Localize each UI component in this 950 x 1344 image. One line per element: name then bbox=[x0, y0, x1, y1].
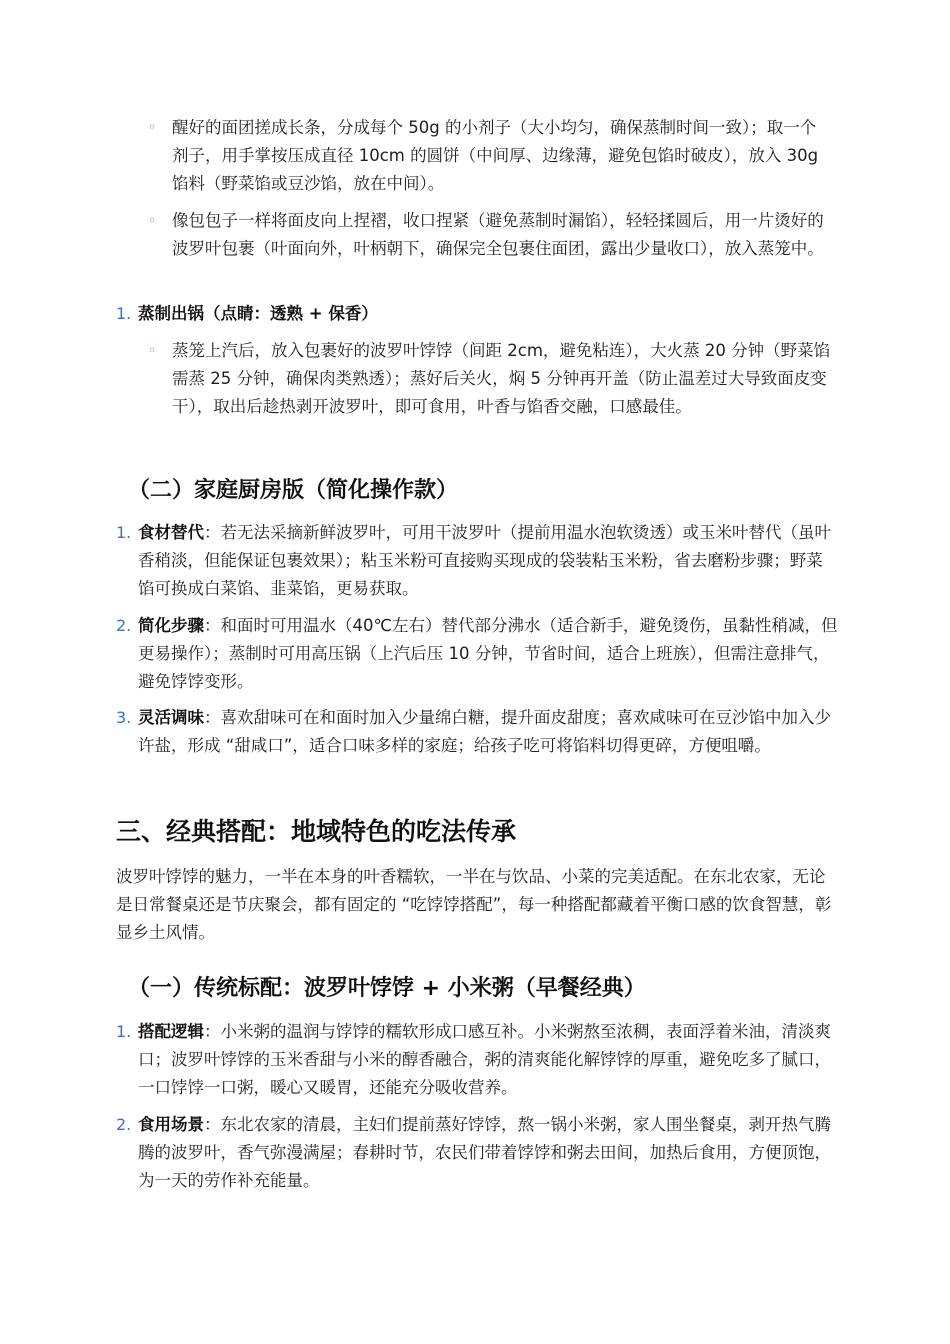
list-number: 3. bbox=[116, 708, 132, 727]
list-item-text: ：和面时可用温水（40℃左右）替代部分沸水（适合新手，避免烫伤，虽黏性稍减，但更易操作）；蒸制时可用高压锅（上汽后压 10 分钟，节省时间，适合上班族），但需注意排气，避免饽饽变形。 bbox=[138, 616, 838, 691]
list-item-label: 食材替代 bbox=[138, 523, 204, 542]
list-item-label: 搭配逻辑 bbox=[138, 1022, 204, 1041]
list-item-text: ：小米粥的温润与饽饽的糯软形成口感互补。小米粥熬至浓稠，表面浮着米油，清淡爽口；波罗叶饽饽的玉米香甜与小米的醇香融合，粥的清爽能化解饽饽的厚重，避免吃多了腻口，一口饽饽一口粥，暖心又暖胃，还能充分吸收营养。 bbox=[138, 1022, 831, 1097]
list-item-label: 蒸制出锅（点睛：透熟 + 保香） bbox=[138, 304, 378, 323]
list-item-label: 灵活调味 bbox=[138, 708, 204, 727]
section-heading: （二）家庭厨房版（简化操作款） bbox=[128, 478, 459, 503]
list-number: 2. bbox=[116, 1115, 132, 1134]
sub-item-paragraph: 像包包子一样将面皮向上捏褶，收口捏紧（避免蒸制时漏馅），轻轻揉圆后，用一片烫好的波罗叶包裹（叶面向外，叶柄朝下，确保完全包裹住面团，露出少量收口），放入蒸笼中。 bbox=[172, 211, 824, 258]
list-item bbox=[138, 519, 838, 603]
list-item-text: ：若无法采摘新鲜波罗叶，可用干波罗叶（提前用温水泡软烫透）或玉米叶替代（虽叶香稍淡，但能保证包裹效果）；粘玉米粉可直接购买现成的袋装粘玉米粉，省去磨粉步骤；野菜馅可换成白菜馅、韭菜馅，更易获取。 bbox=[138, 523, 831, 598]
list-item bbox=[138, 1018, 838, 1102]
list-item-text: ：东北农家的清晨，主妇们提前蒸好饽饽，熬一锅小米粥，家人围坐餐桌，剥开热气腾腾的波罗叶，香气弥漫满屋；春耕时节，农民们带着饽饽和粥去田间，加热后食用，方便顶饱，为一天的劳作补充能量。 bbox=[138, 1115, 831, 1190]
list-number: 1. bbox=[116, 304, 132, 323]
sub-item-paragraph: 蒸笼上汽后，放入包裹好的波罗叶饽饽（间距 2cm，避免粘连），大火蒸 20 分钟（野菜馅需蒸 25 分钟，确保肉类熟透）；蒸好后关火，焖 5 分钟再开盖（防止温差过大导致面皮变干），取出后趁热剥开波罗叶，即可食用，叶香与馅香交融，口感最佳。 bbox=[172, 341, 831, 416]
intro-paragraph: 波罗叶饽饽的魅力，一半在本身的叶香糯软，一半在与饮品、小菜的完美适配。在东北农家，无论是日常餐桌还是节庆聚会，都有固定的 “吃饽饽搭配”，每一种搭配都藏着平衡口感的饮食智慧，彰显乡土风情。 bbox=[116, 867, 832, 942]
list-number: 2. bbox=[116, 616, 132, 635]
list-item-label: 简化步骤 bbox=[138, 616, 204, 635]
list-item-label: 食用场景 bbox=[138, 1115, 204, 1134]
list-number: 1. bbox=[116, 1022, 132, 1041]
sub-bullet-icon: ◦ bbox=[148, 120, 157, 136]
sub-bullet-icon: ◦ bbox=[148, 343, 157, 359]
sub-item-paragraph: 醒好的面团搓成长条，分成每个 50g 的小剂子（大小均匀，确保蒸制时间一致）；取一个剂子，用手掌按压成直径 10cm 的圆饼（中间厚、边缘薄，避免包馅时破皮），放入 30g 馅料（野菜馅或豆沙馅，放在中间）。 bbox=[172, 118, 819, 193]
list-item-title bbox=[138, 300, 838, 328]
section-heading: （一）传统标配：波罗叶饽饽 + 小米粥（早餐经典） bbox=[128, 976, 646, 1001]
list-number: 1. bbox=[116, 523, 132, 542]
list-item bbox=[138, 1111, 838, 1195]
list-item bbox=[138, 612, 838, 696]
chapter-heading: 三、经典搭配：地域特色的吃法传承 bbox=[116, 817, 517, 846]
sub-bullet-icon: ◦ bbox=[148, 213, 157, 229]
list-item bbox=[138, 704, 838, 760]
list-item-text: ：喜欢甜味可在和面时加入少量绵白糖，提升面皮甜度；喜欢咸味可在豆沙馅中加入少许盐，形成 “甜咸口”，适合口味多样的家庭；给孩子吃可将馅料切得更碎，方便咀嚼。 bbox=[138, 708, 831, 755]
